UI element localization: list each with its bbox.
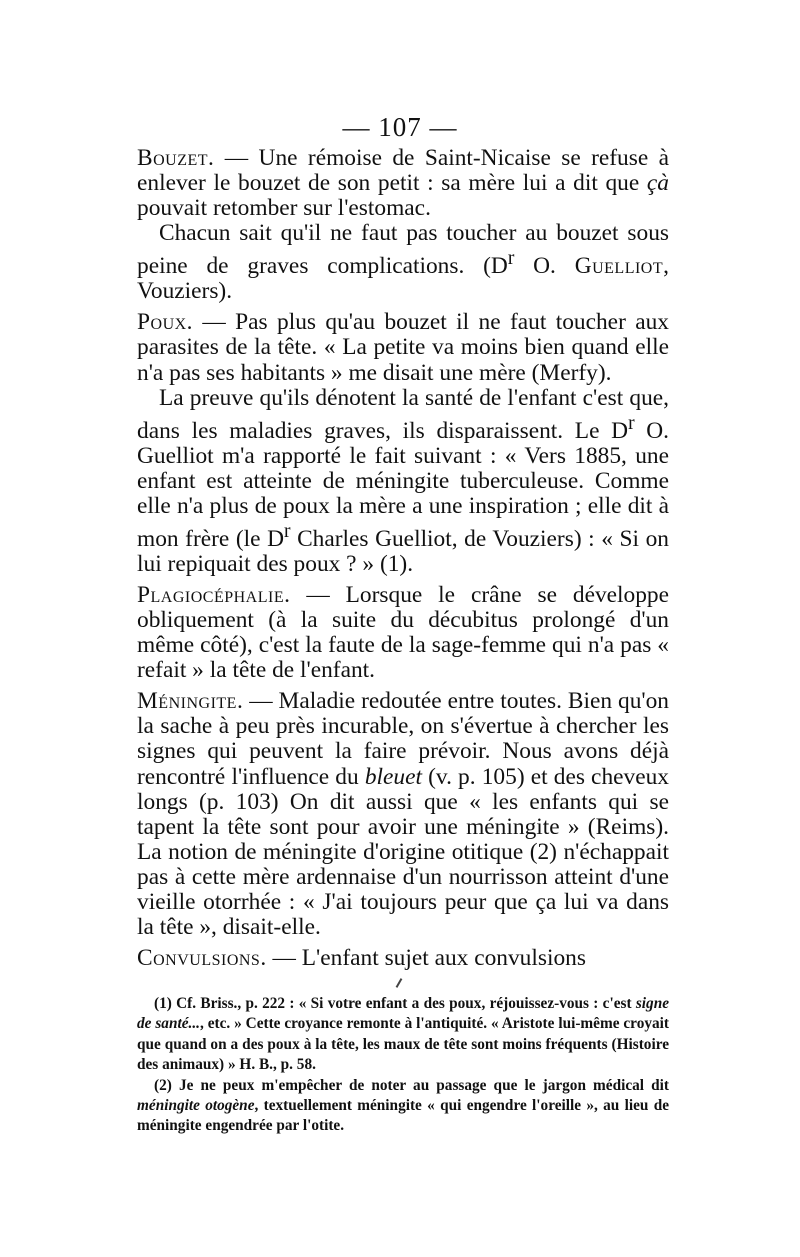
entry-text: pouvait retomber sur l'estomac. [137,195,431,222]
paragraph-text: O. Guelliot m'a rapporté le fait suivant : « Vers 1885, une enfant est atteinte de méningite tuberculeuse. Comme elle n'a plus de poux la mère a une inspiration ; elle dit à mon frère (le D [137,417,669,552]
entry-text: — Lorsque le crâne se développe obliquement (à la suite du décubitus prolongé d'un même côté), c'est la faute de la sage-femme qui n'a pas « refait » la tête de l'enfant. [137,581,669,684]
entry-term: Bouzet. [137,145,215,171]
footnote-1 [137,994,669,1076]
footnote-text: , textuellement méningite « qui engendre l'oreille », au lieu de méningite engendrée par l'otite. [137,1097,669,1135]
footnote-text: (2) Je ne peux m'empêcher de noter au passage que le jargon médical dit [154,1076,669,1094]
superscript: r [507,248,515,270]
main-text [137,146,669,971]
entry-term: Méningite. [137,688,244,715]
paragraph [137,386,669,577]
entry-bouzet [137,146,669,221]
entry-text: — Maladie redoutée entre toutes. Bien qu'on la sache à peu près incurable, on s'évertue à chercher les signes qui peuvent la faire prévoir. Nous avons déjà rencontré l'influence du [137,688,669,790]
italic-phrase: méningite otogène [137,1097,255,1115]
footnotes [137,994,669,1137]
page-number: — 107 — [342,112,458,142]
italic-word: bleuet [364,763,422,790]
entry-poux [137,310,669,385]
entry-text: — Une rémoise de Saint-Nicaise se refuse à enlever le bouzet de son petit : sa mère lui a dit que [137,145,669,197]
entry-text: — Pas plus qu'au bouzet il ne faut toucher aux parasites de la tête. « La petite va moins bien quand elle n'a pas ses habitants » me disait une mère (Merfy). [137,309,669,386]
entry-term: Plagiocéphalie. [137,581,291,608]
entry-plagiocephalie [137,583,669,683]
entry-convulsions [137,946,669,971]
footnote-text: , etc. » Cette croyance remonte à l'antiquité. « Aristote lui-même croyait que quand on a des poux à la tête, les maux de tête sont moins fréquents (Histoire des animaux) » H. B., p. 58. [137,1015,669,1074]
superscript: r [284,520,291,542]
entry-text: — L'enfant sujet aux convulsions [266,945,586,972]
paragraph-text: O. [514,253,575,280]
entry-term: Convulsions. [137,945,267,972]
author-name: Guelliot [574,253,664,280]
paragraph-text: , Vouziers). [137,253,669,305]
footnote-2 [137,1076,669,1137]
paragraph-text: Charles Guelliot, de Vouziers) : « Si on lui repiquait des poux ? » (1). [137,525,669,577]
entry-term: Poux. [137,309,194,336]
entry-text: (v. p. 105) et des cheveux longs (p. 103) On dit aussi que « les enfants qui se tapent la tête sont pour avoir une méningite » (Reims). La notion de méningite d'origine otitique (2) n'échappait pas à cette mère ardennaise d'un nourrisson atteint d'une vieille otorrhée : « J'ai toujours peur que ça lui va dans la tête », disait-elle. [137,763,669,941]
paragraph-text: La preuve qu'ils dénotent la santé de l'enfant c'est que, dans les maladies graves, ils disparaissent. Le D [137,384,669,444]
superscript: r [628,412,635,434]
print-mark [396,978,403,988]
entry-meningite [137,689,669,940]
paragraph [137,221,669,304]
italic-phrase: signe de santé... [137,995,669,1033]
italic-word: çà [646,170,669,197]
footnote-text: (1) Cf. Briss., p. 222 : « Si votre enfant a des poux, réjouissez-vous : c'est [154,995,636,1012]
paragraph-text: Chacun sait qu'il ne faut pas toucher au bouzet sous peine de graves complications. (D [137,220,669,280]
